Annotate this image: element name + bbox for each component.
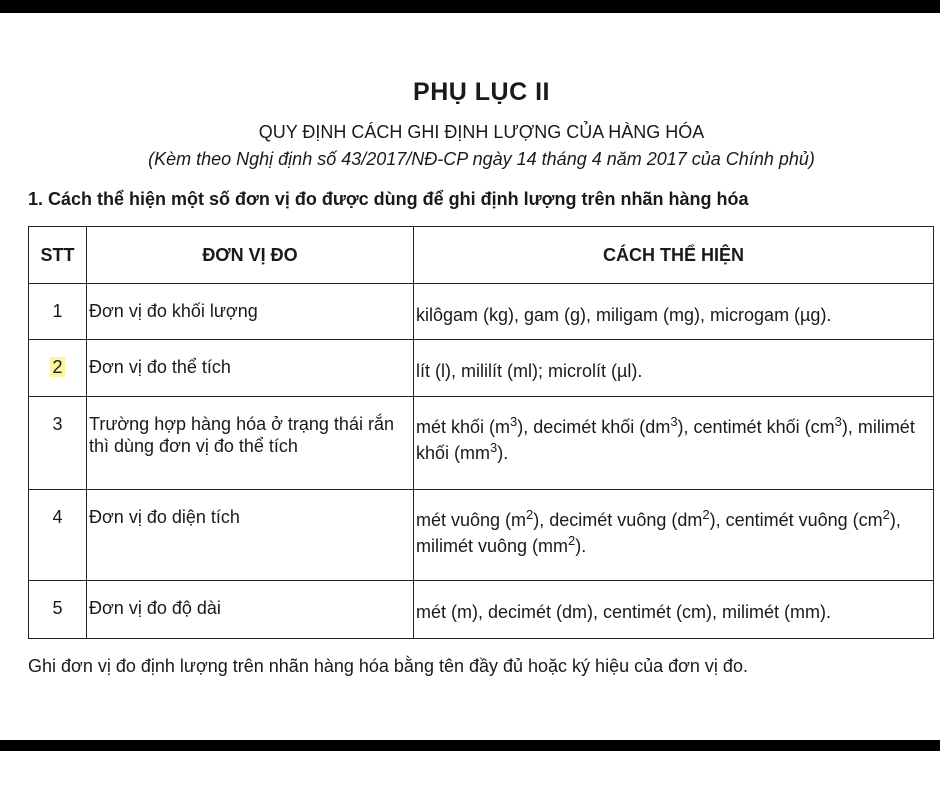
bottom-black-bar xyxy=(0,740,940,751)
row-unit: Trường hợp hàng hóa ở trạng thái rắn thì dùng đơn vị đo thể tích xyxy=(87,397,414,490)
appendix-title: PHỤ LỤC II xyxy=(413,78,550,106)
row-unit: Đơn vị đo diện tích xyxy=(87,490,414,581)
row-stt: 1 xyxy=(29,284,87,340)
header-unit: ĐƠN VỊ ĐO xyxy=(87,227,414,284)
row-unit: Đơn vị đo thể tích xyxy=(87,340,414,397)
section-heading: 1. Cách thể hiện một số đơn vị đo được dùng để ghi định lượng trên nhãn hàng hóa xyxy=(28,189,749,209)
units-table xyxy=(28,226,934,639)
row-unit: Đơn vị đo độ dài xyxy=(87,581,414,639)
table-header-row xyxy=(29,227,934,284)
header-how: CÁCH THỂ HIỆN xyxy=(414,227,934,284)
top-black-bar xyxy=(0,0,940,13)
row-unit: Đơn vị đo khối lượng xyxy=(87,284,414,340)
footnote: Ghi đơn vị đo định lượng trên nhãn hàng hóa bằng tên đầy đủ hoặc ký hiệu của đơn vị đo. xyxy=(28,656,748,676)
row-how: mét khối $(m^3)$, decimét khối $(dm^3)$, centimét khối $(cm^3)$, milimét khối $(mm^3)$. xyxy=(414,397,934,490)
table-row xyxy=(29,490,934,581)
row-how: lít (l), mililít (ml); microlít (µl). xyxy=(414,340,934,397)
row-stt xyxy=(29,340,87,397)
row-stt: 4 xyxy=(29,490,87,581)
decree-reference: (Kèm theo Nghị định số 43/2017/NĐ-CP ngày 14 tháng 4 năm 2017 của Chính phủ) xyxy=(148,149,815,169)
highlighted-number: 2 xyxy=(52,357,63,377)
row-stt: 3 xyxy=(29,397,87,490)
row-how: kilôgam (kg), gam (g), miligam (mg), microgam (µg). xyxy=(414,284,934,340)
table-row xyxy=(29,284,934,340)
table-row xyxy=(29,397,934,490)
table-row xyxy=(29,581,934,639)
row-how: mét (m), decimét (dm), centimét (cm), milimét (mm). xyxy=(414,581,934,639)
table-row xyxy=(29,340,934,397)
row-how: mét vuông $(m^2)$, decimét vuông $(dm^2)$, centimét vuông $(cm^2)$, milimét vuông $(mm^2)$. xyxy=(414,490,934,581)
row-stt: 5 xyxy=(29,581,87,639)
appendix-subtitle: QUY ĐỊNH CÁCH GHI ĐỊNH LƯỢNG CỦA HÀNG HÓA xyxy=(258,122,705,142)
header-stt: STT xyxy=(29,227,87,284)
